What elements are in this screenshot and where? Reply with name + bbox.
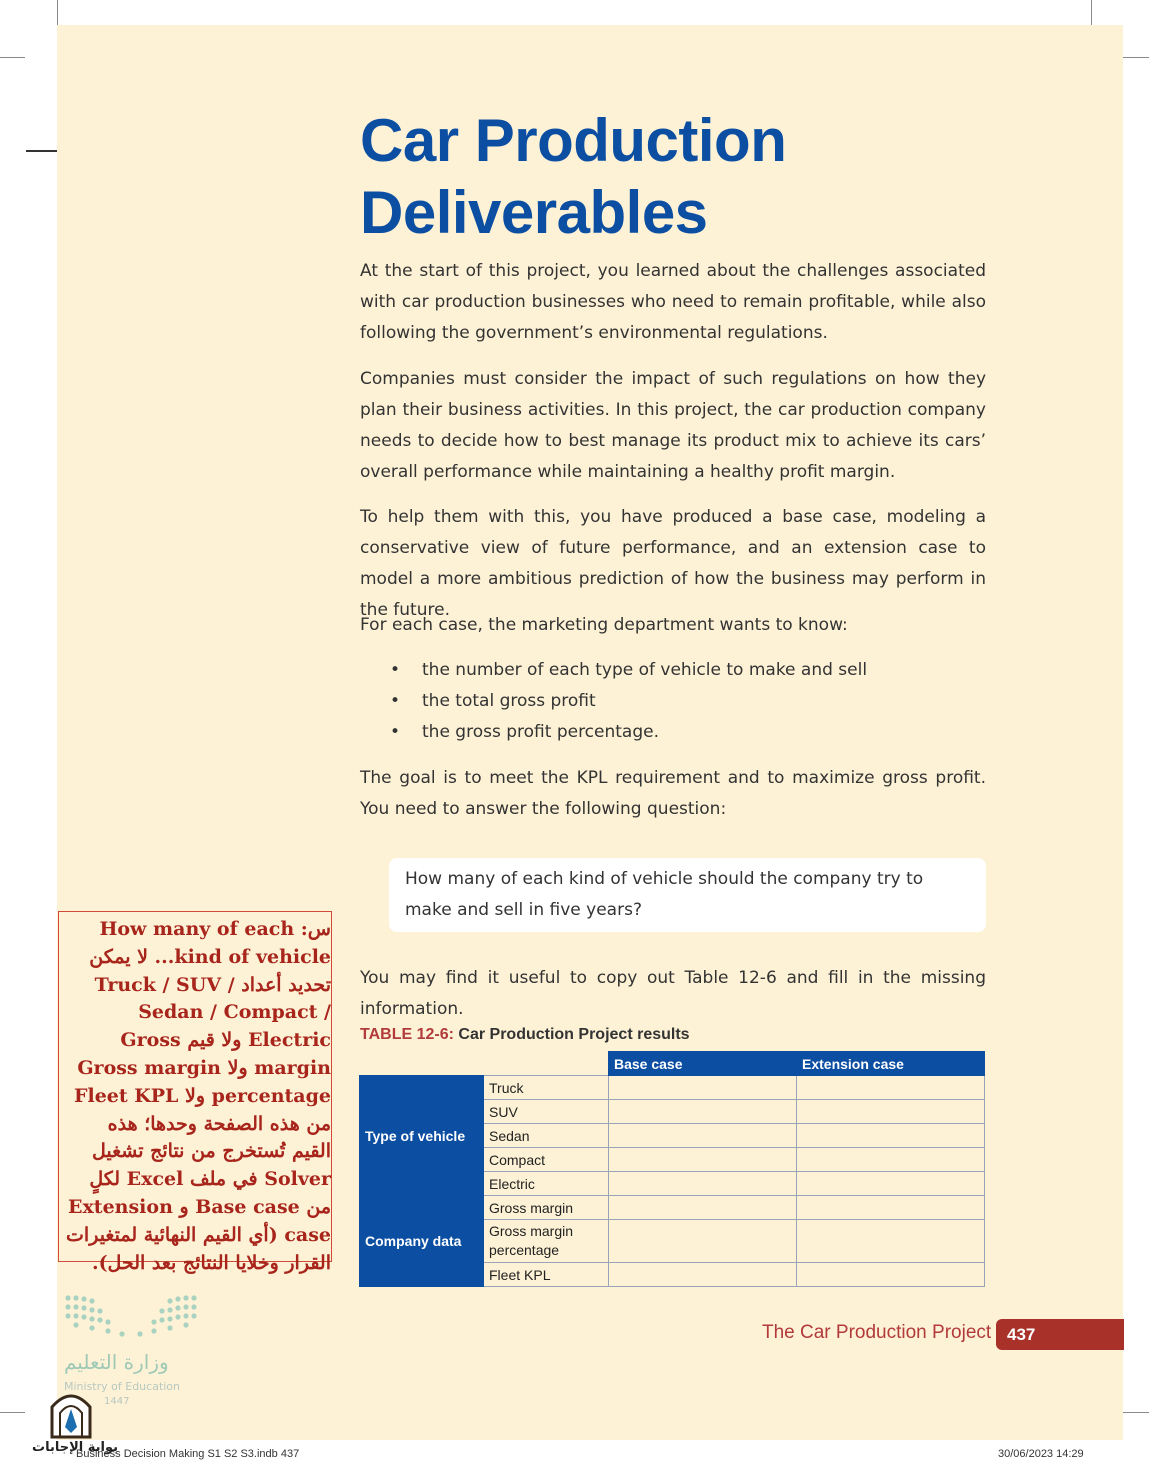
cell-gross-margin-percentage-base[interactable]	[609, 1220, 797, 1263]
watermark-text: بوابة الإجابات	[32, 1440, 118, 1455]
cell-gross-margin-base[interactable]	[609, 1196, 797, 1220]
bullet-list	[388, 655, 867, 748]
row-label-sedan: Sedan	[484, 1124, 609, 1148]
footer-section-title: The Car Production Project	[762, 1322, 992, 1343]
crop-mark	[1123, 1412, 1149, 1413]
crop-mark	[57, 0, 58, 25]
crop-mark	[1123, 57, 1149, 58]
results-table	[359, 1051, 985, 1287]
paragraph-copy-table: You may find it useful to copy out Table 12-6 and fill in the missing information.	[360, 968, 986, 1019]
table-corner	[360, 1052, 609, 1076]
group-type-of-vehicle: Type of vehicle	[360, 1076, 484, 1196]
watermark-mosque-icon	[36, 1387, 106, 1439]
header-extension-case: Extension case	[797, 1052, 985, 1076]
cell-compact-extension[interactable]	[797, 1148, 985, 1172]
annotation-text: س: How many of each kind of vehicle... لا يمكن تحديد أعداد Truck / SUV / Sedan / Compact / Electric ولا قيم Gross margin ولا Gross margin percentage ولا Fleet KPL من هذه الصفحة وحدها؛ هذه القيم تُستخرج من نتائج تشغيل Solver في ملف Excel لكلٍ من Base case و Extension case (أي القيم النهائية لمتغيرات القرار وخلايا النتائج بعد الحل).	[66, 918, 331, 1274]
list-item: • the number of each type of vehicle to make and sell	[388, 655, 867, 686]
table-caption-text: Car Production Project results	[458, 1026, 690, 1043]
print-slug-datetime: 30/06/2023 14:29	[998, 1448, 1084, 1460]
ministry-year: 1447	[104, 1396, 130, 1407]
bullet-icon: •	[390, 722, 401, 742]
row-label-suv: SUV	[484, 1100, 609, 1124]
cell-gross-margin-extension[interactable]	[797, 1196, 985, 1220]
paragraph-cases: To help them with this, you have produced a base case, modeling a conservative view of future performance, and an extension case to model a more ambitious prediction of how the business may perform in the future.	[360, 507, 986, 620]
row-label-gross-margin: Gross margin	[484, 1196, 609, 1220]
list-item: • the gross profit percentage.	[388, 717, 867, 748]
cell-suv-extension[interactable]	[797, 1100, 985, 1124]
paragraph-intro: At the start of this project, you learned about the challenges associated with car production businesses who need to remain profitable, while also following the government’s environmental regulations.	[360, 261, 986, 343]
row-label-compact: Compact	[484, 1148, 609, 1172]
row-label-gross-margin-percentage: Gross margin percentage	[484, 1220, 609, 1263]
page-number: 437	[996, 1319, 1124, 1350]
crop-mark	[26, 150, 57, 152]
row-label-electric: Electric	[484, 1172, 609, 1196]
cell-truck-base[interactable]	[609, 1076, 797, 1100]
cell-truck-extension[interactable]	[797, 1076, 985, 1100]
group-company-data: Company data	[360, 1196, 484, 1287]
row-label-fleet-kpl: Fleet KPL	[484, 1263, 609, 1287]
handwritten-annotation-box	[58, 911, 332, 1274]
cell-gross-margin-percentage-extension[interactable]	[797, 1220, 985, 1263]
cell-compact-base[interactable]	[609, 1148, 797, 1172]
crop-mark	[1091, 0, 1092, 25]
cell-suv-base[interactable]	[609, 1100, 797, 1124]
page-title	[360, 105, 786, 249]
paragraph-goal: The goal is to meet the KPL requirement and to maximize gross profit. You need to answer the following question:	[360, 768, 986, 819]
bullet-icon: •	[390, 691, 401, 711]
cell-fleet-kpl-base[interactable]	[609, 1263, 797, 1287]
ministry-name-english: Ministry of Education	[64, 1380, 181, 1393]
paragraph-marketing: For each case, the marketing department wants to know:	[360, 615, 848, 635]
cell-electric-base[interactable]	[609, 1172, 797, 1196]
list-item: • the total gross profit	[388, 686, 867, 717]
print-slug-filename: Business Decision Making S1 S2 S3.indb 437	[76, 1448, 300, 1460]
cell-electric-extension[interactable]	[797, 1172, 985, 1196]
row-label-truck: Truck	[484, 1076, 609, 1100]
cell-sedan-base[interactable]	[609, 1124, 797, 1148]
ministry-logo-icon	[62, 1292, 202, 1342]
cell-sedan-extension[interactable]	[797, 1124, 985, 1148]
bullet-icon: •	[390, 660, 401, 680]
question-box	[389, 858, 986, 932]
ministry-name-arabic: وزارة التعليم	[64, 1350, 169, 1374]
crop-mark	[0, 57, 25, 58]
title-line-2: Deliverables	[360, 179, 708, 246]
crop-mark	[0, 1412, 25, 1413]
question-text: How many of each kind of vehicle should the company try to make and sell in five years?	[405, 869, 924, 920]
table-caption	[360, 1026, 690, 1044]
cell-fleet-kpl-extension[interactable]	[797, 1263, 985, 1287]
header-base-case: Base case	[609, 1052, 797, 1076]
title-line-1: Car Production	[360, 107, 787, 174]
table-number: TABLE 12-6:	[360, 1026, 454, 1043]
paragraph-regulations: Companies must consider the impact of such regulations on how they plan their business activities. In this project, the car production company needs to decide how to best manage its product mix to achieve its cars’ overall performance while maintaining a healthy profit margin.	[360, 369, 986, 482]
